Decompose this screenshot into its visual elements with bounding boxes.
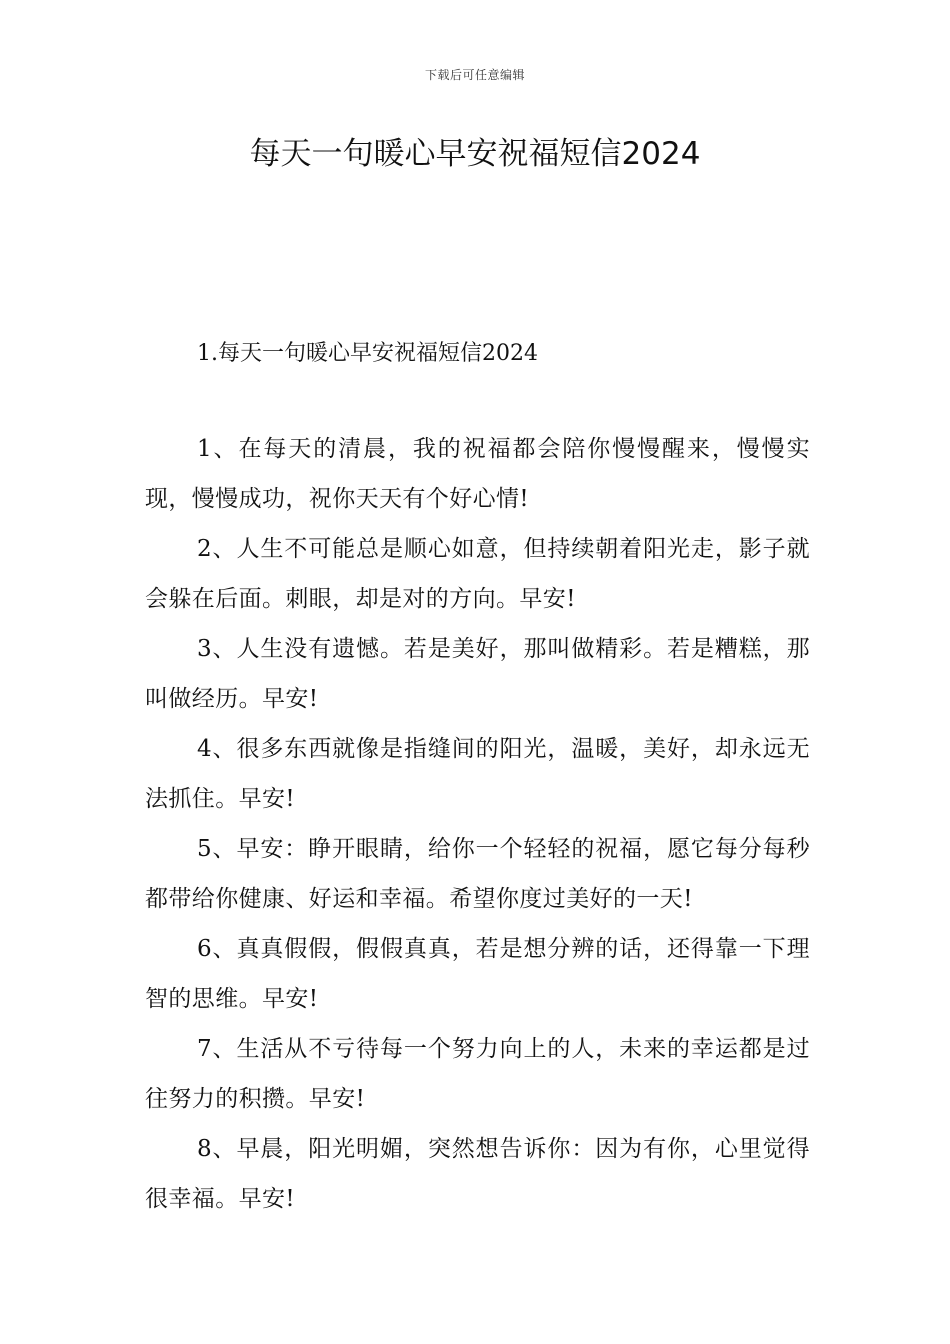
paragraph-3: 3、人生没有遗憾。若是美好，那叫做精彩。若是糟糕，那叫做经历。早安! xyxy=(145,636,810,712)
header-note: 下载后可任意编辑 xyxy=(424,68,525,82)
paragraph-7: 7、生活从不亏待每一个努力向上的人，未来的幸运都是过往努力的积攒。早安! xyxy=(145,1036,810,1112)
paragraph-2: 2、人生不可能总是顺心如意，但持续朝着阳光走，影子就会躲在后面。刺眼，却是对的方向。早安! xyxy=(145,536,810,612)
paragraph-5: 5、早安：睁开眼睛，给你一个轻轻的祝福，愿它每分每秒都带给你健康、好运和幸福。希望你度过美好的一天! xyxy=(145,836,810,912)
document-title: 每天一句暖心早安祝福短信2024 xyxy=(249,136,701,172)
paragraph-8: 8、早晨，阳光明媚，突然想告诉你：因为有你，心里觉得很幸福。早安! xyxy=(145,1136,810,1212)
paragraph-1: 1、在每天的清晨，我的祝福都会陪你慢慢醒来，慢慢实现，慢慢成功，祝你天天有个好心情! xyxy=(145,436,810,512)
paragraph-6: 6、真真假假，假假真真，若是想分辨的话，还得靠一下理智的思维。早安! xyxy=(145,936,810,1012)
paragraph-4: 4、很多东西就像是指缝间的阳光，温暖，美好，却永远无法抓住。早安! xyxy=(145,736,810,812)
section-heading: 1.每天一句暖心早安祝福短信2024 xyxy=(197,341,538,366)
body-text xyxy=(145,424,810,1224)
